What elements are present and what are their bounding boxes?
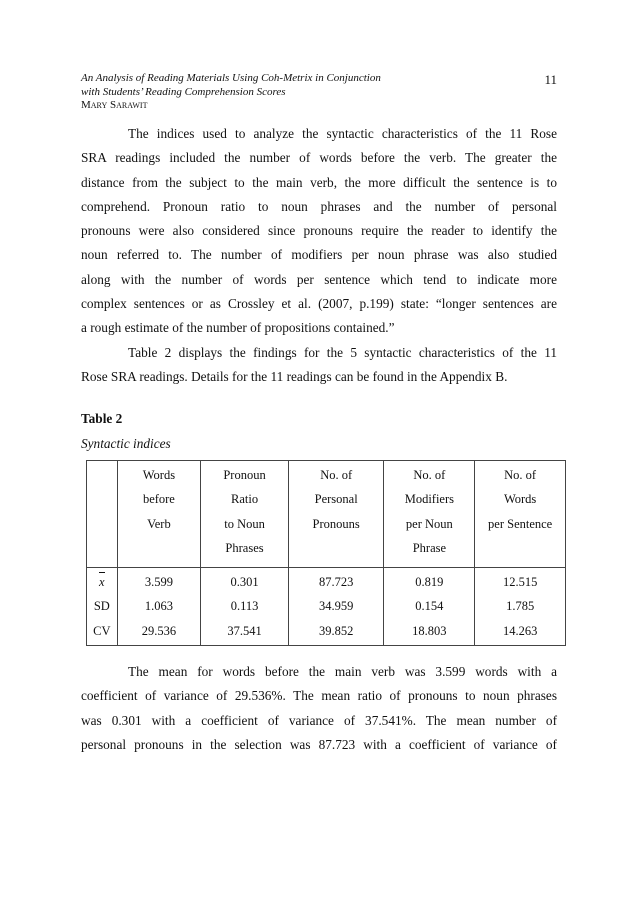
- row-labels-cell: x SD CV: [87, 568, 118, 646]
- text-line: Rose SRA readings. Details for the 11 readings can be found in the Appendix B.: [81, 369, 508, 385]
- text-line: comprehend. Pronoun ratio to noun phrases and the number of personal: [81, 198, 557, 214]
- header-cell-pronoun-ratio: Pronoun Ratio to Noun Phrases: [201, 461, 289, 568]
- table-label: Table 2: [81, 411, 123, 426]
- values-words-before-verb: 3.599 1.063 29.536: [117, 568, 201, 646]
- text-line: was 0.301 with a coefficient of variance of 37.541%. The mean number of: [81, 712, 557, 728]
- text-line: distance from the subject to the main verb, the more difficult the sentence is to: [81, 174, 557, 190]
- text-line: complex sentences or as Crossley et al. (2007, p.199) state: “longer sentences are: [81, 296, 557, 312]
- text-line: SRA readings included the number of words before the verb. The greater the: [81, 150, 557, 166]
- values-pronoun-ratio: 0.301 0.113 37.541: [201, 568, 289, 646]
- paragraph-results: [81, 660, 557, 757]
- text-line: coefficient of variance of 29.536%. The mean ratio of pronouns to noun phrases: [81, 688, 557, 704]
- text-line: The mean for words before the main verb was 3.599 words with a: [128, 664, 557, 679]
- text-line: The indices used to analyze the syntactic characteristics of the 11 Rose: [128, 126, 557, 141]
- paragraph-syntactic-indices: [81, 122, 557, 341]
- text-line: along with the number of words per sentence which tend to indicate more: [81, 271, 557, 287]
- running-title-line-1: An Analysis of Reading Materials Using Coh-Metrix in Conjunction: [81, 72, 381, 84]
- author-name: Mary Sarawit: [81, 99, 148, 111]
- header-cell-empty: [87, 461, 118, 568]
- header-cell-modifiers: No. of Modifiers per Noun Phrase: [384, 461, 475, 568]
- text-line: personal pronouns in the selection was 87.723 with a coefficient of variance of: [81, 736, 557, 752]
- text-line: a rough estimate of the number of propositions contained.”: [81, 320, 395, 336]
- table-header-row: [87, 461, 566, 568]
- running-title-line-2: with Students’ Reading Comprehension Scores: [81, 85, 286, 98]
- values-personal-pronouns: 87.723 34.959 39.852: [288, 568, 384, 646]
- mean-symbol: x: [99, 570, 105, 594]
- text-line: pronouns were also considered since pronouns require the reader to identify the: [81, 223, 557, 239]
- values-modifiers: 0.819 0.154 18.803: [384, 568, 475, 646]
- table-caption: Syntactic indices: [81, 436, 171, 451]
- paragraph-table-intro: [81, 341, 557, 390]
- header-cell-words-per-sentence: No. of Words per Sentence: [475, 461, 566, 568]
- table-body-row: [87, 568, 566, 646]
- syntactic-indices-table: [86, 460, 566, 646]
- running-head: [81, 72, 461, 113]
- text-line: Table 2 displays the findings for the 5 syntactic characteristics of the 11: [128, 345, 557, 360]
- text-line: noun referred to. The number of modifiers per noun phrase was also studied: [81, 247, 557, 263]
- header-cell-words-before-verb: Words before Verb: [117, 461, 201, 568]
- header-cell-personal-pronouns: No. of Personal Pronouns: [288, 461, 384, 568]
- page-number: 11: [544, 72, 557, 87]
- values-words-per-sentence: 12.515 1.785 14.263: [475, 568, 566, 646]
